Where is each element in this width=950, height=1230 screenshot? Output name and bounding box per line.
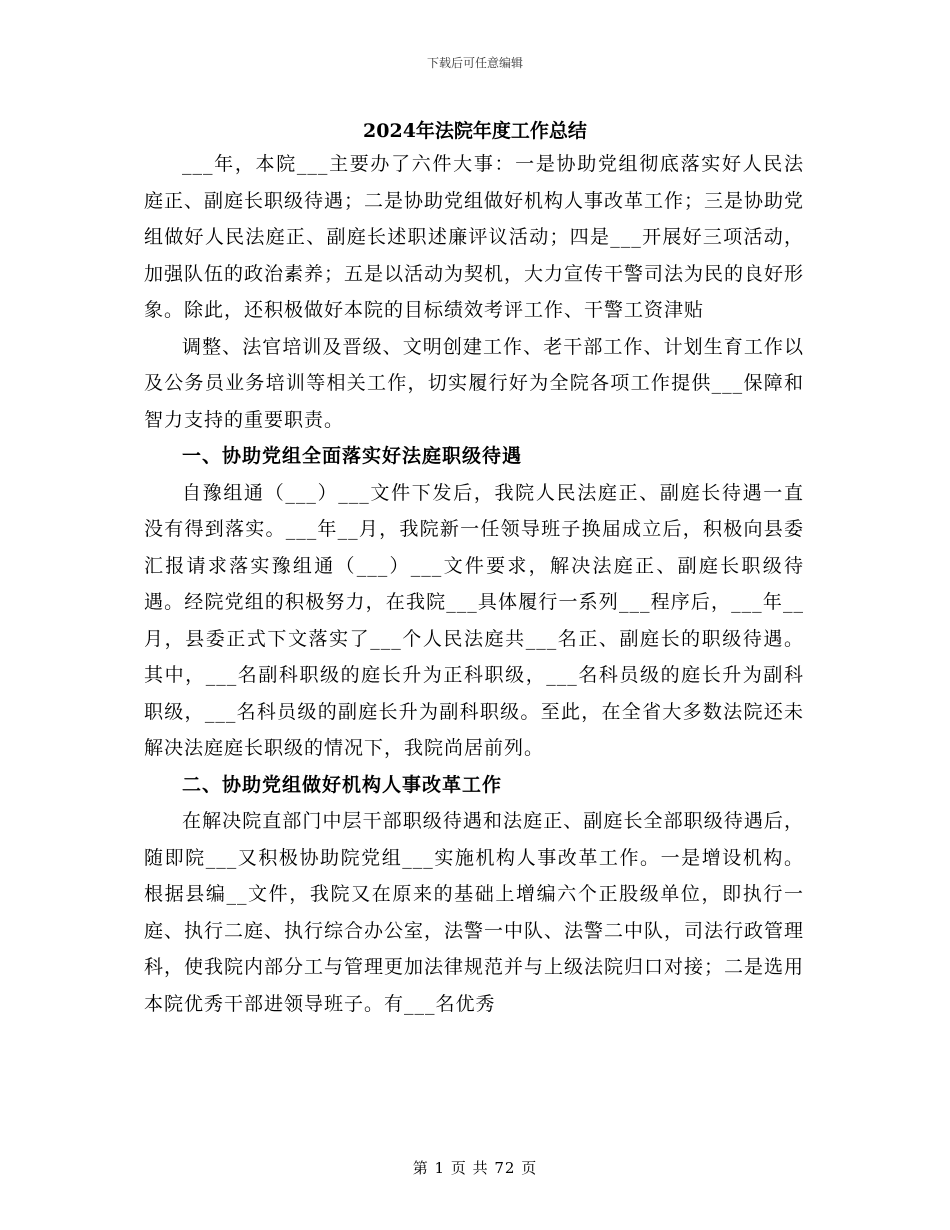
header-note: 下载后可任意编辑 bbox=[426, 56, 523, 70]
section-2-heading: 二、协助党组做好机构人事改革工作 bbox=[182, 773, 503, 796]
page-number-footer: 第 1 页 共 72 页 bbox=[412, 1159, 538, 1177]
page-title: 2024年法院年度工作总结 bbox=[363, 120, 587, 142]
document-body bbox=[144, 146, 804, 1022]
section-1-heading: 一、协助党组全面落实好法庭职级待遇 bbox=[182, 445, 523, 467]
section-1-paragraph: 自豫组通（___）___文件下发后，我院人民法庭正、副庭长待遇一直没有得到落实。___年__月，我院新一任领导班子换届成立后，积极向县委汇报请求落实豫组通（___）___文件要求，解决法庭正、副庭长职级待遇。经院党组的积极努力，在我院___具体履行一系列___程序后，___年__月，县委正式下文落实了___个人民法庭共___名正、副庭长的职级待遇。其中，___名副科职级的庭长升为正科职级，___名科员级的庭长升为副科职级，___名科员级的副庭长升为副科职级。至此，在全省大多数法院还未解决法庭庭长职级的情况下，我院尚居前列。 bbox=[144, 481, 804, 759]
intro-paragraph-1: ___年，本院___主要办了六件大事：一是协助党组彻底落实好人民法庭正、副庭长职级待遇；二是协助党组做好机构人事改革工作；三是协助党组做好人民法庭正、副庭长述职述廉评议活动；四是___开展好三项活动，加强队伍的政治素养；五是以活动为契机，大力宣传干警司法为民的良好形象。除此，还积极做好本院的目标绩效考评工作、干警工资津贴 bbox=[144, 153, 805, 321]
intro-paragraph-2: 调整、法官培训及晋级、文明创建工作、老干部工作、计划生育工作以及公务员业务培训等相关工作，切实履行好为全院各项工作提供___保障和智力支持的重要职责。 bbox=[144, 335, 804, 431]
section-2-paragraph: 在解决院直部门中层干部职级待遇和法庭正、副庭长全部职级待遇后，随即院___又积极协助院党组___实施机构人事改革工作。一是增设机构。根据县编__文件，我院又在原来的基础上增编六个正股级单位，即执行一庭、执行二庭、执行综合办公室，法警一中队、法警二中队，司法行政管理科，使我院内部分工与管理更加法律规范并与上级法院归口对接；二是选用本院优秀干部进领导班子。有___名优秀 bbox=[144, 810, 805, 1015]
